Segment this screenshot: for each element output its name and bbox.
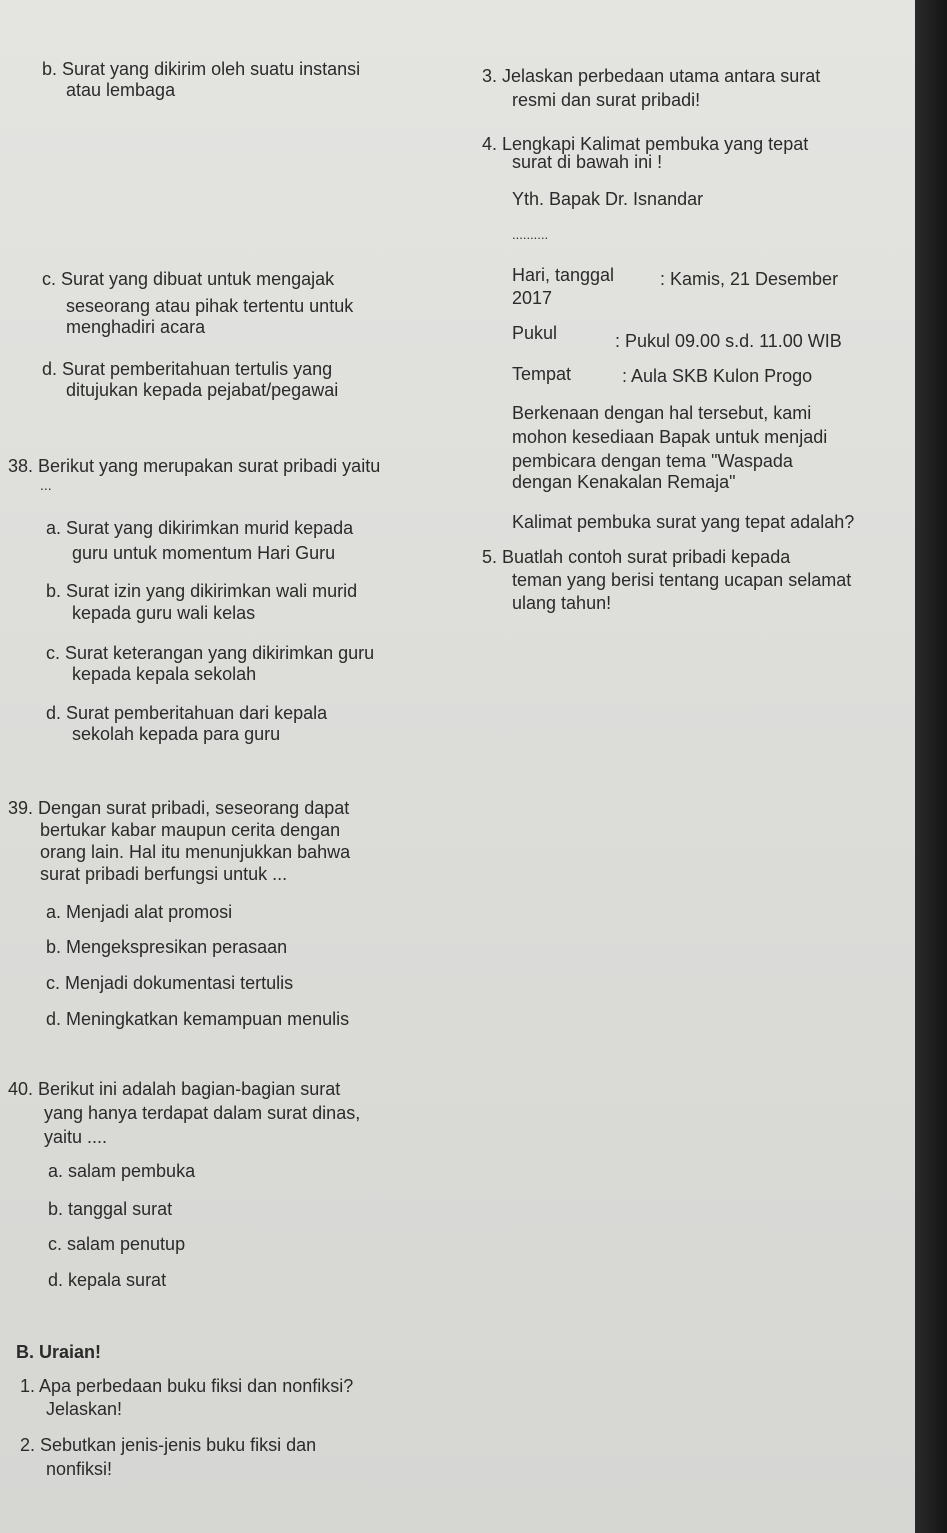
option-b: b. Mengekspresikan perasaan — [46, 937, 288, 957]
option-d: d. Surat pemberitahuan dari kepala — [46, 703, 328, 723]
letter-body: pembicara dengan tema "Waspada — [512, 451, 793, 471]
question-stem: ... — [40, 477, 52, 493]
text-line: seseorang atau pihak tertentu untuk — [66, 296, 354, 316]
question-stem: 4. Lengkapi Kalimat pembuka yang tepat — [482, 134, 809, 154]
question-stem: teman yang berisi tentang ucapan selamat — [512, 570, 852, 590]
option-c: c. salam penutup — [48, 1234, 186, 1254]
option-a: a. Surat yang dikirimkan murid kepada — [46, 518, 354, 538]
option-b: b. tanggal surat — [48, 1199, 173, 1219]
letter-day-label: Hari, tanggal — [512, 265, 615, 285]
letter-place-value: : Aula SKB Kulon Progo — [622, 366, 813, 386]
option-a: a. salam pembuka — [48, 1161, 196, 1181]
letter-blank: .......... — [512, 227, 549, 242]
letter-place-label: Tempat — [512, 364, 572, 384]
question-stem: 40. Berikut ini adalah bagian-bagian surat — [8, 1079, 341, 1099]
question-stem: surat pribadi berfungsi untuk ... — [40, 864, 288, 884]
option-c: c. Surat keterangan yang dikirimkan guru — [46, 643, 375, 663]
text-line: ditujukan kepada pejabat/pegawai — [66, 380, 339, 400]
question-stem: bertukar kabar maupun cerita dengan — [40, 820, 341, 840]
text-line: c. Surat yang dibuat untuk mengajak — [42, 269, 335, 289]
option-b: b. Surat izin yang dikirimkan wali murid — [46, 581, 358, 601]
question-stem: resmi dan surat pribadi! — [512, 90, 701, 110]
option-d: sekolah kepada para guru — [72, 724, 281, 744]
essay-question-2: nonfiksi! — [46, 1459, 113, 1479]
letter-time-value: : Pukul 09.00 s.d. 11.00 WIB — [615, 331, 842, 351]
letter-recipient: Yth. Bapak Dr. Isnandar — [512, 189, 704, 209]
letter-body: Berkenaan dengan hal tersebut, kami — [512, 403, 812, 423]
section-heading: B. Uraian! — [16, 1342, 102, 1362]
text-line: d. Surat pemberitahuan tertulis yang — [42, 359, 333, 379]
question-stem: yaitu .... — [44, 1127, 108, 1147]
question-stem: orang lain. Hal itu menunjukkan bahwa — [40, 842, 351, 862]
text-line: b. Surat yang dikirim oleh suatu instansi — [42, 59, 361, 79]
question-stem: 39. Dengan surat pribadi, seseorang dapat — [8, 798, 350, 818]
option-d: d. Meningkatkan kemampuan menulis — [46, 1009, 350, 1029]
option-c: kepada kepala sekolah — [72, 664, 257, 684]
essay-question-1: 1. Apa perbedaan buku fiksi dan nonfiksi? — [20, 1376, 354, 1396]
letter-question: Kalimat pembuka surat yang tepat adalah? — [512, 512, 855, 532]
letter-year: 2017 — [512, 288, 553, 308]
question-stem: surat di bawah ini ! — [512, 152, 663, 172]
text-line: menghadiri acara — [66, 317, 206, 337]
question-stem: 38. Berikut yang merupakan surat pribadi yaitu — [8, 456, 381, 476]
letter-body: dengan Kenakalan Remaja" — [512, 472, 736, 492]
letter-body: mohon kesediaan Bapak untuk menjadi — [512, 427, 828, 447]
text-line: atau lembaga — [66, 80, 176, 100]
option-b: kepada guru wali kelas — [72, 603, 256, 623]
essay-question-2: 2. Sebutkan jenis-jenis buku fiksi dan — [20, 1435, 317, 1455]
essay-question-1: Jelaskan! — [46, 1399, 123, 1419]
question-stem: 3. Jelaskan perbedaan utama antara surat — [482, 66, 821, 86]
question-stem: ulang tahun! — [512, 593, 612, 613]
dark-page-edge — [915, 0, 947, 1533]
option-d: d. kepala surat — [48, 1270, 167, 1290]
option-a: a. Menjadi alat promosi — [46, 902, 233, 922]
letter-time-label: Pukul — [512, 323, 558, 343]
question-stem: 5. Buatlah contoh surat pribadi kepada — [482, 547, 791, 567]
letter-day-value: : Kamis, 21 Desember — [660, 269, 839, 289]
option-c: c. Menjadi dokumentasi tertulis — [46, 973, 294, 993]
option-a: guru untuk momentum Hari Guru — [72, 543, 336, 563]
question-stem: yang hanya terdapat dalam surat dinas, — [44, 1103, 361, 1123]
